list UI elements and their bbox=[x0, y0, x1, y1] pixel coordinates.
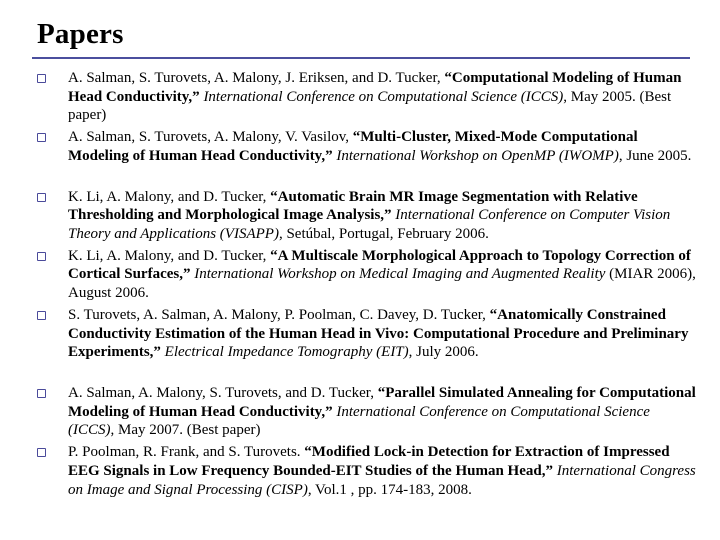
paper-venue: International Congress on Image and Signal Processing (CISP) bbox=[68, 462, 696, 498]
paper-authors: A. Salman, A. Malony, S. Turovets, and D. Tucker, bbox=[68, 385, 378, 402]
paper-venue: Electrical Impedance Tomography (EIT) bbox=[160, 344, 409, 361]
paper-item bbox=[37, 306, 697, 380]
papers-list bbox=[37, 69, 697, 518]
paper-item bbox=[37, 128, 697, 184]
title-underline bbox=[32, 57, 690, 59]
paper-title: “Multi-Cluster, Mixed-Mode Computational Modeling of Human Head Conductivity,” bbox=[68, 129, 638, 164]
hollow-square-bullet-icon bbox=[37, 252, 46, 261]
paper-authors: K. Li, A. Malony, and D. Tucker, bbox=[68, 188, 271, 205]
paper-title: “Automatic Brain MR Image Segmentation with Relative Thresholding and Morphological Image Analysis,” bbox=[68, 188, 638, 224]
paper-venue: International Conference on Computational Science (ICCS) bbox=[68, 403, 650, 439]
paper-venue: International Conference on Computer Vision Theory and Applications (VISAPP) bbox=[68, 207, 671, 242]
paper-title: “A Multiscale Morphological Approach to Topology Correction of Cortical Surfaces,” bbox=[68, 247, 691, 283]
paper-date: , July 2006. bbox=[408, 344, 479, 361]
hollow-square-bullet-icon bbox=[37, 311, 46, 320]
paper-item bbox=[37, 188, 697, 244]
hollow-square-bullet-icon bbox=[37, 133, 46, 142]
paper-date: , June 2005. bbox=[618, 147, 692, 164]
paper-item bbox=[37, 69, 697, 125]
paper-authors: K. Li, A. Malony, and D. Tucker, bbox=[68, 247, 271, 264]
paper-authors: S. Turovets, A. Salman, A. Malony, P. Poolman, C. Davey, D. Tucker, bbox=[68, 307, 490, 324]
paper-title: “Modified Lock-in Detection for Extraction of Impressed EEG Signals in Low Frequency Bounded-EIT Studies of the Human Head,” bbox=[68, 444, 670, 479]
paper-venue: International Conference on Computational Science (ICCS) bbox=[199, 88, 564, 105]
paper-venue: International Workshop on OpenMP (IWOMP) bbox=[332, 147, 619, 164]
paper-authors: A. Salman, S. Turovets, A. Malony, J. Eriksen, and D. Tucker, bbox=[68, 70, 445, 86]
paper-date: (MIAR 2006), August 2006. bbox=[68, 266, 696, 302]
hollow-square-bullet-icon bbox=[37, 389, 46, 398]
paper-date: , Vol.1 , pp. 174-183, 2008. bbox=[307, 481, 472, 498]
paper-authors: A. Salman, S. Turovets, A. Malony, V. Vasilov, bbox=[68, 129, 353, 146]
paper-title: “Computational Modeling of Human Head Conductivity,” bbox=[68, 70, 682, 105]
hollow-square-bullet-icon bbox=[37, 448, 46, 457]
paper-title: “Anatomically Constrained Conductivity Estimation of the Human Head in Vivo: Computational Procedure and Preliminary Experiments,” bbox=[68, 307, 689, 361]
page-title: Papers bbox=[37, 18, 124, 50]
paper-venue: International Workshop on Medical Imaging and Augmented Reality bbox=[190, 266, 606, 283]
paper-item bbox=[37, 384, 697, 440]
paper-date: , May 2007. (Best paper) bbox=[110, 422, 261, 439]
paper-date: , Setúbal, Portugal, February 2006. bbox=[278, 225, 489, 242]
paper-title: “Parallel Simulated Annealing for Computational Modeling of Human Head Conductivity,” bbox=[68, 385, 696, 420]
paper-item bbox=[37, 443, 697, 517]
paper-item bbox=[37, 247, 697, 303]
paper-date: , May 2005. (Best paper) bbox=[68, 88, 672, 124]
paper-authors: P. Poolman, R. Frank, and S. Turovets. bbox=[68, 444, 305, 461]
hollow-square-bullet-icon bbox=[37, 74, 46, 83]
hollow-square-bullet-icon bbox=[37, 193, 46, 202]
